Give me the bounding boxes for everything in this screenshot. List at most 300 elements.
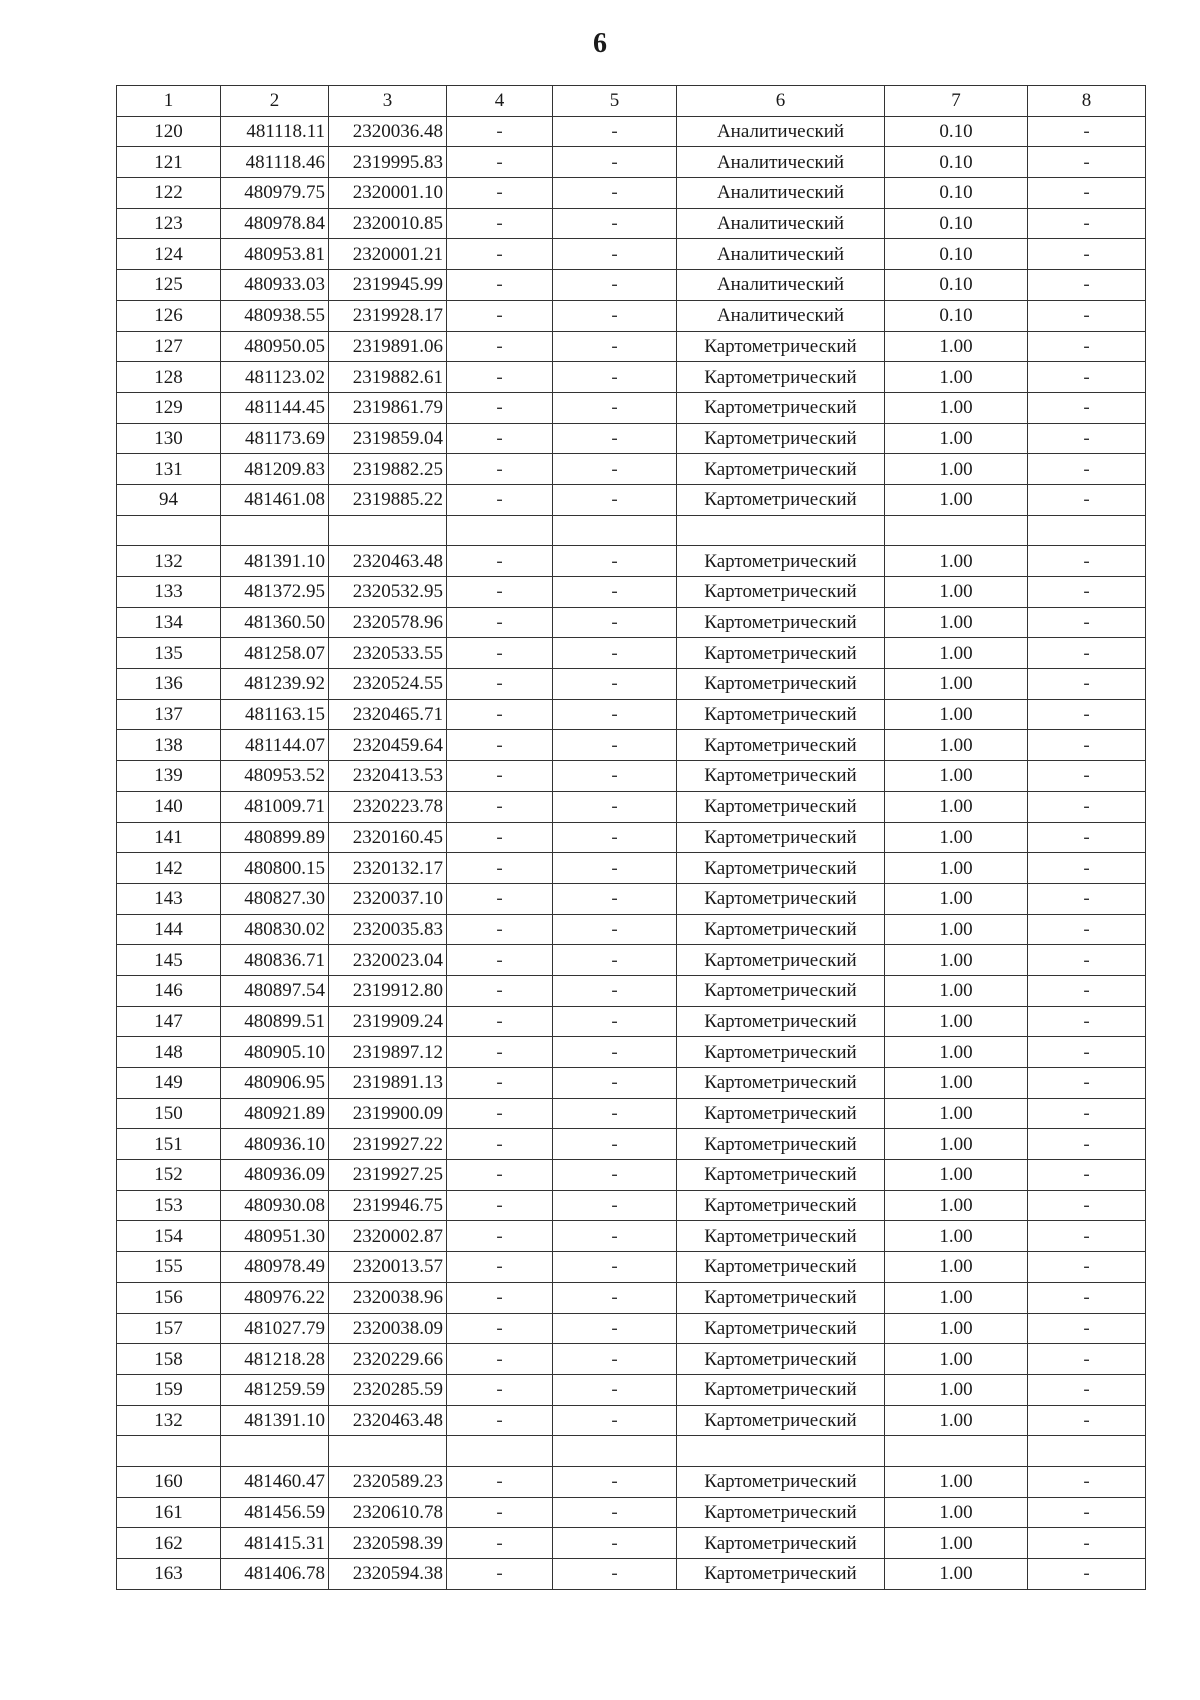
- table-cell-col-5: -: [553, 1466, 677, 1497]
- table-cell-col-5: [553, 1436, 677, 1467]
- table-cell-col-7: 1.00: [885, 577, 1028, 608]
- table-cell-col-1: 160: [117, 1466, 221, 1497]
- table-cell-col-2: 481173.69: [221, 423, 329, 454]
- table-cell-col-3: 2320610.78: [329, 1497, 447, 1528]
- table-cell-col-5: -: [553, 1006, 677, 1037]
- table-cell-col-5: -: [553, 331, 677, 362]
- table-cell-col-3: 2320160.45: [329, 822, 447, 853]
- table-row: [117, 1006, 1146, 1037]
- table-cell-col-3: 2320010.85: [329, 208, 447, 239]
- table-cell-col-6: Аналитический: [677, 300, 885, 331]
- table-cell-col-2: 481218.28: [221, 1344, 329, 1375]
- table-cell-col-3: 2320002.87: [329, 1221, 447, 1252]
- table-cell-col-3: 2320533.55: [329, 638, 447, 669]
- table-cell-col-5: -: [553, 1497, 677, 1528]
- table-cell-col-2: 481144.45: [221, 392, 329, 423]
- table-cell-col-6: Картометрический: [677, 975, 885, 1006]
- coordinates-table: [116, 85, 1146, 1590]
- table-row: [117, 515, 1146, 546]
- table-cell-col-7: 1.00: [885, 975, 1028, 1006]
- table-cell-col-4: -: [447, 853, 553, 884]
- table-cell-col-1: 142: [117, 853, 221, 884]
- table-cell-col-8: -: [1028, 791, 1146, 822]
- table-cell-col-8: -: [1028, 239, 1146, 270]
- table-cell-col-2: 480951.30: [221, 1221, 329, 1252]
- table-cell-col-3: 2320038.09: [329, 1313, 447, 1344]
- table-cell-col-1: 125: [117, 270, 221, 301]
- table-cell-col-2: 480830.02: [221, 914, 329, 945]
- table-cell-col-6: Картометрический: [677, 423, 885, 454]
- table-cell-col-4: -: [447, 883, 553, 914]
- table-cell-col-7: 1.00: [885, 1313, 1028, 1344]
- table-cell-col-7: 1.00: [885, 1528, 1028, 1559]
- table-cell-col-7: 1.00: [885, 607, 1028, 638]
- table-cell-col-5: -: [553, 1068, 677, 1099]
- table-cell-col-6: Картометрический: [677, 1068, 885, 1099]
- table-cell-col-1: 132: [117, 1405, 221, 1436]
- table-cell-col-6: Аналитический: [677, 116, 885, 147]
- table-cell-col-6: Картометрический: [677, 699, 885, 730]
- table-cell-col-8: -: [1028, 1405, 1146, 1436]
- table-cell-col-6: Картометрический: [677, 638, 885, 669]
- table-cell-col-7: 0.10: [885, 208, 1028, 239]
- table-cell-col-3: 2320035.83: [329, 914, 447, 945]
- table-cell-col-6: Аналитический: [677, 178, 885, 209]
- table-row: [117, 208, 1146, 239]
- table-cell-col-4: -: [447, 1282, 553, 1313]
- table-cell-col-2: [221, 515, 329, 546]
- table-cell-col-3: 2319945.99: [329, 270, 447, 301]
- table-cell-col-8: -: [1028, 669, 1146, 700]
- table-cell-col-6: Картометрический: [677, 546, 885, 577]
- table-cell-col-1: 128: [117, 362, 221, 393]
- table-cell-col-8: -: [1028, 1313, 1146, 1344]
- table-cell-col-7: 1.00: [885, 1037, 1028, 1068]
- table-cell-col-3: 2320463.48: [329, 546, 447, 577]
- table-cell-col-5: -: [553, 638, 677, 669]
- table-cell-col-5: -: [553, 116, 677, 147]
- table-cell-col-4: -: [447, 239, 553, 270]
- table-cell-col-1: 151: [117, 1129, 221, 1160]
- table-cell-col-5: -: [553, 1374, 677, 1405]
- table-row: [117, 975, 1146, 1006]
- table-cell-col-3: [329, 515, 447, 546]
- table-cell-col-4: -: [447, 1313, 553, 1344]
- table-row: [117, 392, 1146, 423]
- table-cell-col-8: -: [1028, 392, 1146, 423]
- table-cell-col-1: 121: [117, 147, 221, 178]
- table-cell-col-4: -: [447, 116, 553, 147]
- table-cell-col-3: 2320598.39: [329, 1528, 447, 1559]
- table-cell-col-2: 480906.95: [221, 1068, 329, 1099]
- table-cell-col-5: -: [553, 1282, 677, 1313]
- table-cell-col-2: 481391.10: [221, 546, 329, 577]
- table-cell-col-2: 481406.78: [221, 1559, 329, 1590]
- table-cell-col-7: 1.00: [885, 1068, 1028, 1099]
- table-cell-col-1: 162: [117, 1528, 221, 1559]
- table-row: [117, 147, 1146, 178]
- table-cell-col-8: -: [1028, 1344, 1146, 1375]
- table-cell-col-3: 2319885.22: [329, 484, 447, 515]
- table-cell-col-1: 146: [117, 975, 221, 1006]
- table-cell-col-6: Картометрический: [677, 1313, 885, 1344]
- table-cell-col-3: [329, 1436, 447, 1467]
- table-row: [117, 1497, 1146, 1528]
- table-cell-col-5: -: [553, 1129, 677, 1160]
- table-cell-col-2: 481123.02: [221, 362, 329, 393]
- table-cell-col-8: [1028, 1436, 1146, 1467]
- table-cell-col-2: 481209.83: [221, 454, 329, 485]
- table-cell-col-2: 481415.31: [221, 1528, 329, 1559]
- table-cell-col-6: Картометрический: [677, 1221, 885, 1252]
- table-cell-col-7: 1.00: [885, 638, 1028, 669]
- table-cell-col-2: 480936.10: [221, 1129, 329, 1160]
- table-cell-col-5: -: [553, 1221, 677, 1252]
- table-cell-col-2: 480930.08: [221, 1190, 329, 1221]
- table-row: [117, 791, 1146, 822]
- table-cell-col-6: Картометрический: [677, 607, 885, 638]
- table-cell-col-4: -: [447, 975, 553, 1006]
- table-cell-col-1: 161: [117, 1497, 221, 1528]
- table-cell-col-1: 130: [117, 423, 221, 454]
- table-cell-col-4: -: [447, 1559, 553, 1590]
- table-cell-col-3: 2319946.75: [329, 1190, 447, 1221]
- table-cell-col-5: -: [553, 1037, 677, 1068]
- table-row: [117, 945, 1146, 976]
- table-cell-col-4: -: [447, 607, 553, 638]
- table-cell-col-1: 138: [117, 730, 221, 761]
- table-cell-col-2: 480933.03: [221, 270, 329, 301]
- table-cell-col-5: -: [553, 577, 677, 608]
- table-row: [117, 1098, 1146, 1129]
- table-cell-col-8: -: [1028, 883, 1146, 914]
- table-cell-col-1: 156: [117, 1282, 221, 1313]
- table-cell-col-1: 163: [117, 1559, 221, 1590]
- table-cell-col-4: -: [447, 1528, 553, 1559]
- table-cell-col-5: -: [553, 147, 677, 178]
- table-cell-col-5: -: [553, 484, 677, 515]
- table-cell-col-3: 2320132.17: [329, 853, 447, 884]
- table-cell-col-1: 147: [117, 1006, 221, 1037]
- table-cell-col-7: 1.00: [885, 1006, 1028, 1037]
- table-cell-col-4: -: [447, 1190, 553, 1221]
- table-row: [117, 914, 1146, 945]
- table-row: [117, 1405, 1146, 1436]
- table-cell-col-8: -: [1028, 914, 1146, 945]
- table-cell-col-8: -: [1028, 1129, 1146, 1160]
- table-cell-col-3: 2320594.38: [329, 1559, 447, 1590]
- table-cell-col-6: Картометрический: [677, 1160, 885, 1191]
- table-cell-col-1: 126: [117, 300, 221, 331]
- table-cell-col-5: -: [553, 883, 677, 914]
- table-cell-col-3: 2320413.53: [329, 761, 447, 792]
- table-cell-col-6: Картометрический: [677, 1037, 885, 1068]
- table-row: [117, 423, 1146, 454]
- table-cell-col-5: -: [553, 1313, 677, 1344]
- table-cell-col-6: Картометрический: [677, 1466, 885, 1497]
- table-cell-col-6: Картометрический: [677, 791, 885, 822]
- table-cell-col-5: -: [553, 1405, 677, 1436]
- table-cell-col-4: -: [447, 914, 553, 945]
- table-cell-col-1: 94: [117, 484, 221, 515]
- table-cell-col-3: 2319882.61: [329, 362, 447, 393]
- table-cell-col-8: -: [1028, 699, 1146, 730]
- table-cell-col-5: -: [553, 1252, 677, 1283]
- table-cell-col-2: 481456.59: [221, 1497, 329, 1528]
- table-cell-col-1: 149: [117, 1068, 221, 1099]
- table-row: [117, 1466, 1146, 1497]
- table-cell-col-2: 480899.51: [221, 1006, 329, 1037]
- table-cell-col-3: 2320285.59: [329, 1374, 447, 1405]
- table-cell-col-7: 1.00: [885, 1497, 1028, 1528]
- table-cell-col-1: 127: [117, 331, 221, 362]
- table-row: [117, 822, 1146, 853]
- table-cell-col-6: Аналитический: [677, 270, 885, 301]
- table-cell-col-5: -: [553, 699, 677, 730]
- table-cell-col-6: Картометрический: [677, 392, 885, 423]
- table-cell-col-1: 135: [117, 638, 221, 669]
- table-row: [117, 730, 1146, 761]
- table-cell-col-4: -: [447, 392, 553, 423]
- table-cell-col-7: 1.00: [885, 454, 1028, 485]
- table-cell-col-4: -: [447, 1129, 553, 1160]
- table-cell-col-2: 480800.15: [221, 853, 329, 884]
- table-cell-col-2: 481360.50: [221, 607, 329, 638]
- table-cell-col-4: -: [447, 423, 553, 454]
- table-cell-col-7: 1.00: [885, 1282, 1028, 1313]
- table-cell-col-8: -: [1028, 1559, 1146, 1590]
- table-cell-col-4: -: [447, 822, 553, 853]
- table-row: [117, 761, 1146, 792]
- table-row: [117, 1436, 1146, 1467]
- table-cell-col-4: -: [447, 1252, 553, 1283]
- table-cell-col-2: 481118.46: [221, 147, 329, 178]
- table-cell-col-4: -: [447, 484, 553, 515]
- table-cell-col-8: -: [1028, 270, 1146, 301]
- table-cell-col-1: 157: [117, 1313, 221, 1344]
- table-cell-col-8: -: [1028, 1282, 1146, 1313]
- table-cell-col-2: 481372.95: [221, 577, 329, 608]
- table-row: [117, 546, 1146, 577]
- table-cell-col-7: 1.00: [885, 1374, 1028, 1405]
- table-cell-col-2: 481259.59: [221, 1374, 329, 1405]
- table-row: [117, 1559, 1146, 1590]
- table-cell-col-8: -: [1028, 638, 1146, 669]
- table-cell-col-7: 1.00: [885, 392, 1028, 423]
- table-cell-col-2: 480899.89: [221, 822, 329, 853]
- table-cell-col-7: 1.00: [885, 945, 1028, 976]
- column-header-8: 8: [1028, 86, 1146, 117]
- table-cell-col-4: -: [447, 300, 553, 331]
- table-cell-col-5: -: [553, 178, 677, 209]
- table-cell-col-4: -: [447, 1006, 553, 1037]
- table-cell-col-2: 481460.47: [221, 1466, 329, 1497]
- table-cell-col-6: Картометрический: [677, 362, 885, 393]
- column-header-2: 2: [221, 86, 329, 117]
- table-cell-col-8: -: [1028, 1374, 1146, 1405]
- table-cell-col-2: 480979.75: [221, 178, 329, 209]
- table-cell-col-7: 1.00: [885, 546, 1028, 577]
- table-cell-col-3: 2319927.22: [329, 1129, 447, 1160]
- table-cell-col-4: -: [447, 546, 553, 577]
- table-cell-col-3: 2319861.79: [329, 392, 447, 423]
- table-cell-col-7: 1.00: [885, 1405, 1028, 1436]
- column-header-3: 3: [329, 86, 447, 117]
- table-cell-col-5: -: [553, 1559, 677, 1590]
- table-cell-col-3: 2320013.57: [329, 1252, 447, 1283]
- table-cell-col-3: 2319891.06: [329, 331, 447, 362]
- table-row: [117, 178, 1146, 209]
- table-cell-col-8: -: [1028, 577, 1146, 608]
- table-row: [117, 454, 1146, 485]
- table-cell-col-5: -: [553, 730, 677, 761]
- table-cell-col-5: -: [553, 392, 677, 423]
- table-cell-col-3: 2319897.12: [329, 1037, 447, 1068]
- table-cell-col-6: Картометрический: [677, 1252, 885, 1283]
- table-cell-col-4: -: [447, 1374, 553, 1405]
- table-cell-col-3: 2320223.78: [329, 791, 447, 822]
- table-cell-col-3: 2320463.48: [329, 1405, 447, 1436]
- table-cell-col-8: -: [1028, 147, 1146, 178]
- page-number: 6: [593, 28, 607, 59]
- table-row: [117, 607, 1146, 638]
- table-cell-col-6: Аналитический: [677, 147, 885, 178]
- table-cell-col-8: -: [1028, 116, 1146, 147]
- table-cell-col-6: Картометрический: [677, 1559, 885, 1590]
- table-cell-col-6: Картометрический: [677, 1497, 885, 1528]
- table-cell-col-4: [447, 1436, 553, 1467]
- table-cell-col-6: Картометрический: [677, 577, 885, 608]
- table-cell-col-1: 137: [117, 699, 221, 730]
- table-cell-col-7: 0.10: [885, 270, 1028, 301]
- table-cell-col-7: 1.00: [885, 761, 1028, 792]
- table-cell-col-5: -: [553, 208, 677, 239]
- table-cell-col-4: -: [447, 178, 553, 209]
- table-cell-col-5: -: [553, 914, 677, 945]
- table-cell-col-6: Картометрический: [677, 331, 885, 362]
- table-cell-col-1: 136: [117, 669, 221, 700]
- table-cell-col-3: 2319891.13: [329, 1068, 447, 1099]
- table-cell-col-3: 2320229.66: [329, 1344, 447, 1375]
- table-cell-col-8: -: [1028, 362, 1146, 393]
- table-cell-col-3: 2320036.48: [329, 116, 447, 147]
- table-cell-col-7: 1.00: [885, 669, 1028, 700]
- table-cell-col-4: -: [447, 1405, 553, 1436]
- table-cell-col-7: 1.00: [885, 791, 1028, 822]
- table-row: [117, 484, 1146, 515]
- table-row: [117, 331, 1146, 362]
- table-cell-col-7: 1.00: [885, 699, 1028, 730]
- table-row: [117, 1221, 1146, 1252]
- table-cell-col-5: -: [553, 761, 677, 792]
- table-body: [117, 116, 1146, 1589]
- table-cell-col-6: Картометрический: [677, 484, 885, 515]
- table-row: [117, 577, 1146, 608]
- table-cell-col-7: 1.00: [885, 853, 1028, 884]
- table-cell-col-4: -: [447, 761, 553, 792]
- table-cell-col-2: 481239.92: [221, 669, 329, 700]
- table-cell-col-1: 143: [117, 883, 221, 914]
- table-header: [117, 86, 1146, 117]
- table-cell-col-5: -: [553, 1528, 677, 1559]
- table-cell-col-4: -: [447, 270, 553, 301]
- table-cell-col-2: 480936.09: [221, 1160, 329, 1191]
- table-cell-col-5: -: [553, 1160, 677, 1191]
- table-cell-col-7: 1.00: [885, 1221, 1028, 1252]
- table-cell-col-4: -: [447, 699, 553, 730]
- table-cell-col-2: 481391.10: [221, 1405, 329, 1436]
- table-cell-col-7: 1.00: [885, 331, 1028, 362]
- table-row: [117, 1129, 1146, 1160]
- table-cell-col-4: -: [447, 331, 553, 362]
- table-cell-col-7: 1.00: [885, 484, 1028, 515]
- table-cell-col-5: -: [553, 669, 677, 700]
- table-cell-col-1: 158: [117, 1344, 221, 1375]
- table-cell-col-7: 1.00: [885, 730, 1028, 761]
- table-row: [117, 1037, 1146, 1068]
- table-cell-col-5: -: [553, 1190, 677, 1221]
- table-cell-col-2: 480978.84: [221, 208, 329, 239]
- table-cell-col-7: 1.00: [885, 1466, 1028, 1497]
- table-cell-col-3: 2320037.10: [329, 883, 447, 914]
- table-cell-col-4: -: [447, 1068, 553, 1099]
- table-cell-col-1: 152: [117, 1160, 221, 1191]
- table-row: [117, 853, 1146, 884]
- table-cell-col-6: Картометрический: [677, 669, 885, 700]
- table-cell-col-1: 123: [117, 208, 221, 239]
- table-cell-col-8: -: [1028, 1466, 1146, 1497]
- table-cell-col-7: 1.00: [885, 1252, 1028, 1283]
- table-cell-col-6: [677, 1436, 885, 1467]
- table-cell-col-2: 481118.11: [221, 116, 329, 147]
- table-cell-col-1: 122: [117, 178, 221, 209]
- table-cell-col-5: -: [553, 945, 677, 976]
- table-cell-col-2: 481009.71: [221, 791, 329, 822]
- table-cell-col-5: -: [553, 362, 677, 393]
- table-cell-col-8: -: [1028, 1221, 1146, 1252]
- table-cell-col-8: -: [1028, 208, 1146, 239]
- table-cell-col-7: 0.10: [885, 239, 1028, 270]
- table-cell-col-4: -: [447, 1037, 553, 1068]
- table-cell-col-8: -: [1028, 1006, 1146, 1037]
- table-cell-col-6: Аналитический: [677, 208, 885, 239]
- table-cell-col-5: -: [553, 270, 677, 301]
- table-cell-col-6: Картометрический: [677, 914, 885, 945]
- table-cell-col-2: 480978.49: [221, 1252, 329, 1283]
- table-cell-col-2: [221, 1436, 329, 1467]
- table-cell-col-7: 1.00: [885, 822, 1028, 853]
- table-cell-col-7: [885, 515, 1028, 546]
- table-cell-col-8: -: [1028, 546, 1146, 577]
- table-cell-col-7: 0.10: [885, 147, 1028, 178]
- table-cell-col-5: -: [553, 1098, 677, 1129]
- table-row: [117, 1190, 1146, 1221]
- table-cell-col-2: 480897.54: [221, 975, 329, 1006]
- table-cell-col-4: -: [447, 147, 553, 178]
- table-cell-col-3: 2320038.96: [329, 1282, 447, 1313]
- table-cell-col-7: 1.00: [885, 1190, 1028, 1221]
- table-cell-col-5: -: [553, 607, 677, 638]
- table-cell-col-4: -: [447, 1344, 553, 1375]
- table-cell-col-7: 0.10: [885, 300, 1028, 331]
- table-row: [117, 300, 1146, 331]
- table-cell-col-4: -: [447, 638, 553, 669]
- table-cell-col-8: -: [1028, 484, 1146, 515]
- table-cell-col-8: -: [1028, 178, 1146, 209]
- table-cell-col-3: 2320578.96: [329, 607, 447, 638]
- table-cell-col-4: -: [447, 945, 553, 976]
- table-cell-col-7: 1.00: [885, 914, 1028, 945]
